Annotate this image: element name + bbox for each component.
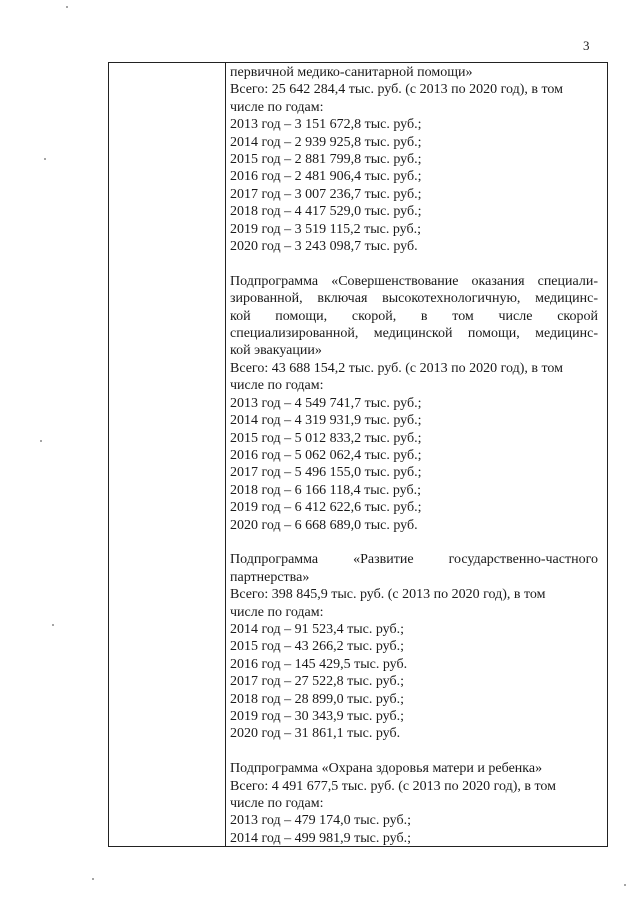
year-amount: 2019 год – 6 412 622,6 тыс. руб.; (230, 500, 422, 516)
subprogram-title-line: кой помощи, скорой, в том числе скорой (230, 308, 598, 324)
table-column-divider (225, 62, 226, 847)
year-amount: 2014 год – 91 523,4 тыс. руб.; (230, 621, 404, 637)
subprogram-title-line: Подпрограмма «Охрана здоровья матери и ребенка» (230, 761, 543, 777)
subprogram-total: Всего: 4 491 677,5 тыс. руб. (с 2013 по 2020 год), в том (230, 778, 556, 794)
year-amount: 2014 год – 499 981,9 тыс. руб.; (230, 830, 411, 846)
year-amount: 2017 год – 3 007 236,7 тыс. руб.; (230, 186, 422, 202)
year-amount: 2016 год – 5 062 062,4 тыс. руб.; (230, 447, 422, 463)
scan-speck (92, 878, 94, 880)
subprogram-title-line: специализированной, медицинской помощи, медицинс- (230, 326, 598, 342)
year-amount: 2013 год – 479 174,0 тыс. руб.; (230, 813, 411, 829)
scan-speck (40, 440, 42, 442)
table-right-border (607, 62, 608, 847)
subprogram-total: Всего: 25 642 284,4 тыс. руб. (с 2013 по 2020 год), в том (230, 82, 563, 98)
year-amount: 2013 год – 3 151 672,8 тыс. руб.; (230, 117, 422, 133)
subprogram-block (230, 760, 598, 847)
subprogram-block (230, 551, 598, 742)
year-amount: 2018 год – 28 899,0 тыс. руб.; (230, 691, 404, 707)
year-amount: 2015 год – 2 881 799,8 тыс. руб.; (230, 152, 422, 168)
subprogram-title-line: первичной медико-санитарной помощи» (230, 65, 473, 80)
year-amount: 2020 год – 6 668 689,0 тыс. руб. (230, 517, 418, 533)
year-amount: 2015 год – 5 012 833,2 тыс. руб.; (230, 430, 422, 446)
year-amount: 2014 год – 4 319 931,9 тыс. руб.; (230, 413, 422, 429)
year-amount: 2018 год – 4 417 529,0 тыс. руб.; (230, 204, 422, 220)
page-number: 3 (583, 38, 590, 53)
year-amount: 2019 год – 3 519 115,2 тыс. руб.; (230, 221, 421, 237)
scan-speck (44, 158, 46, 160)
subprogram-total: Всего: 43 688 154,2 тыс. руб. (с 2013 по 2020 год), в том (230, 360, 563, 376)
year-amount: 2014 год – 2 939 925,8 тыс. руб.; (230, 134, 422, 150)
scan-speck (66, 6, 68, 8)
year-amount: 2018 год – 6 166 118,4 тыс. руб.; (230, 482, 421, 498)
year-amount: 2017 год – 27 522,8 тыс. руб.; (230, 674, 404, 690)
year-amount: 2020 год – 31 861,1 тыс. руб. (230, 726, 401, 742)
subprogram-block (230, 273, 598, 534)
table-top-border (109, 62, 608, 63)
funding-content-cell (230, 64, 598, 847)
scan-speck (52, 624, 54, 626)
subprogram-total: Всего: 398 845,9 тыс. руб. (с 2013 по 2020 год), в том (230, 587, 546, 603)
block-spacer (230, 743, 598, 760)
years-intro: числе по годам: (230, 378, 324, 394)
year-amount: 2019 год – 30 343,9 тыс. руб.; (230, 709, 404, 724)
year-amount: 2016 год – 145 429,5 тыс. руб. (230, 656, 408, 672)
table-left-border (108, 62, 109, 847)
subprogram-title-line: партнерства» (230, 569, 310, 585)
years-intro: числе по годам: (230, 99, 324, 115)
year-amount: 2016 год – 2 481 906,4 тыс. руб.; (230, 169, 422, 185)
subprogram-title-line: Подпрограмма «Совершенствование оказания специали- (230, 273, 598, 289)
block-spacer (230, 255, 598, 272)
subprogram-title-line: Подпрограмма «Развитие государственно-частного (230, 552, 598, 568)
years-intro: числе по годам: (230, 796, 324, 812)
year-amount: 2015 год – 43 266,2 тыс. руб.; (230, 639, 404, 655)
subprogram-title-line: кой эвакуации» (230, 343, 322, 359)
year-amount: 2013 год – 4 549 741,7 тыс. руб.; (230, 395, 422, 411)
subprogram-block (230, 64, 598, 255)
subprogram-title-line: зированной, включая высокотехнологичную, медицинс- (230, 291, 598, 307)
block-spacer (230, 534, 598, 551)
years-intro: числе по годам: (230, 604, 324, 620)
year-amount: 2017 год – 5 496 155,0 тыс. руб.; (230, 465, 422, 481)
year-amount: 2020 год – 3 243 098,7 тыс. руб. (230, 239, 418, 255)
scan-speck (624, 884, 626, 886)
